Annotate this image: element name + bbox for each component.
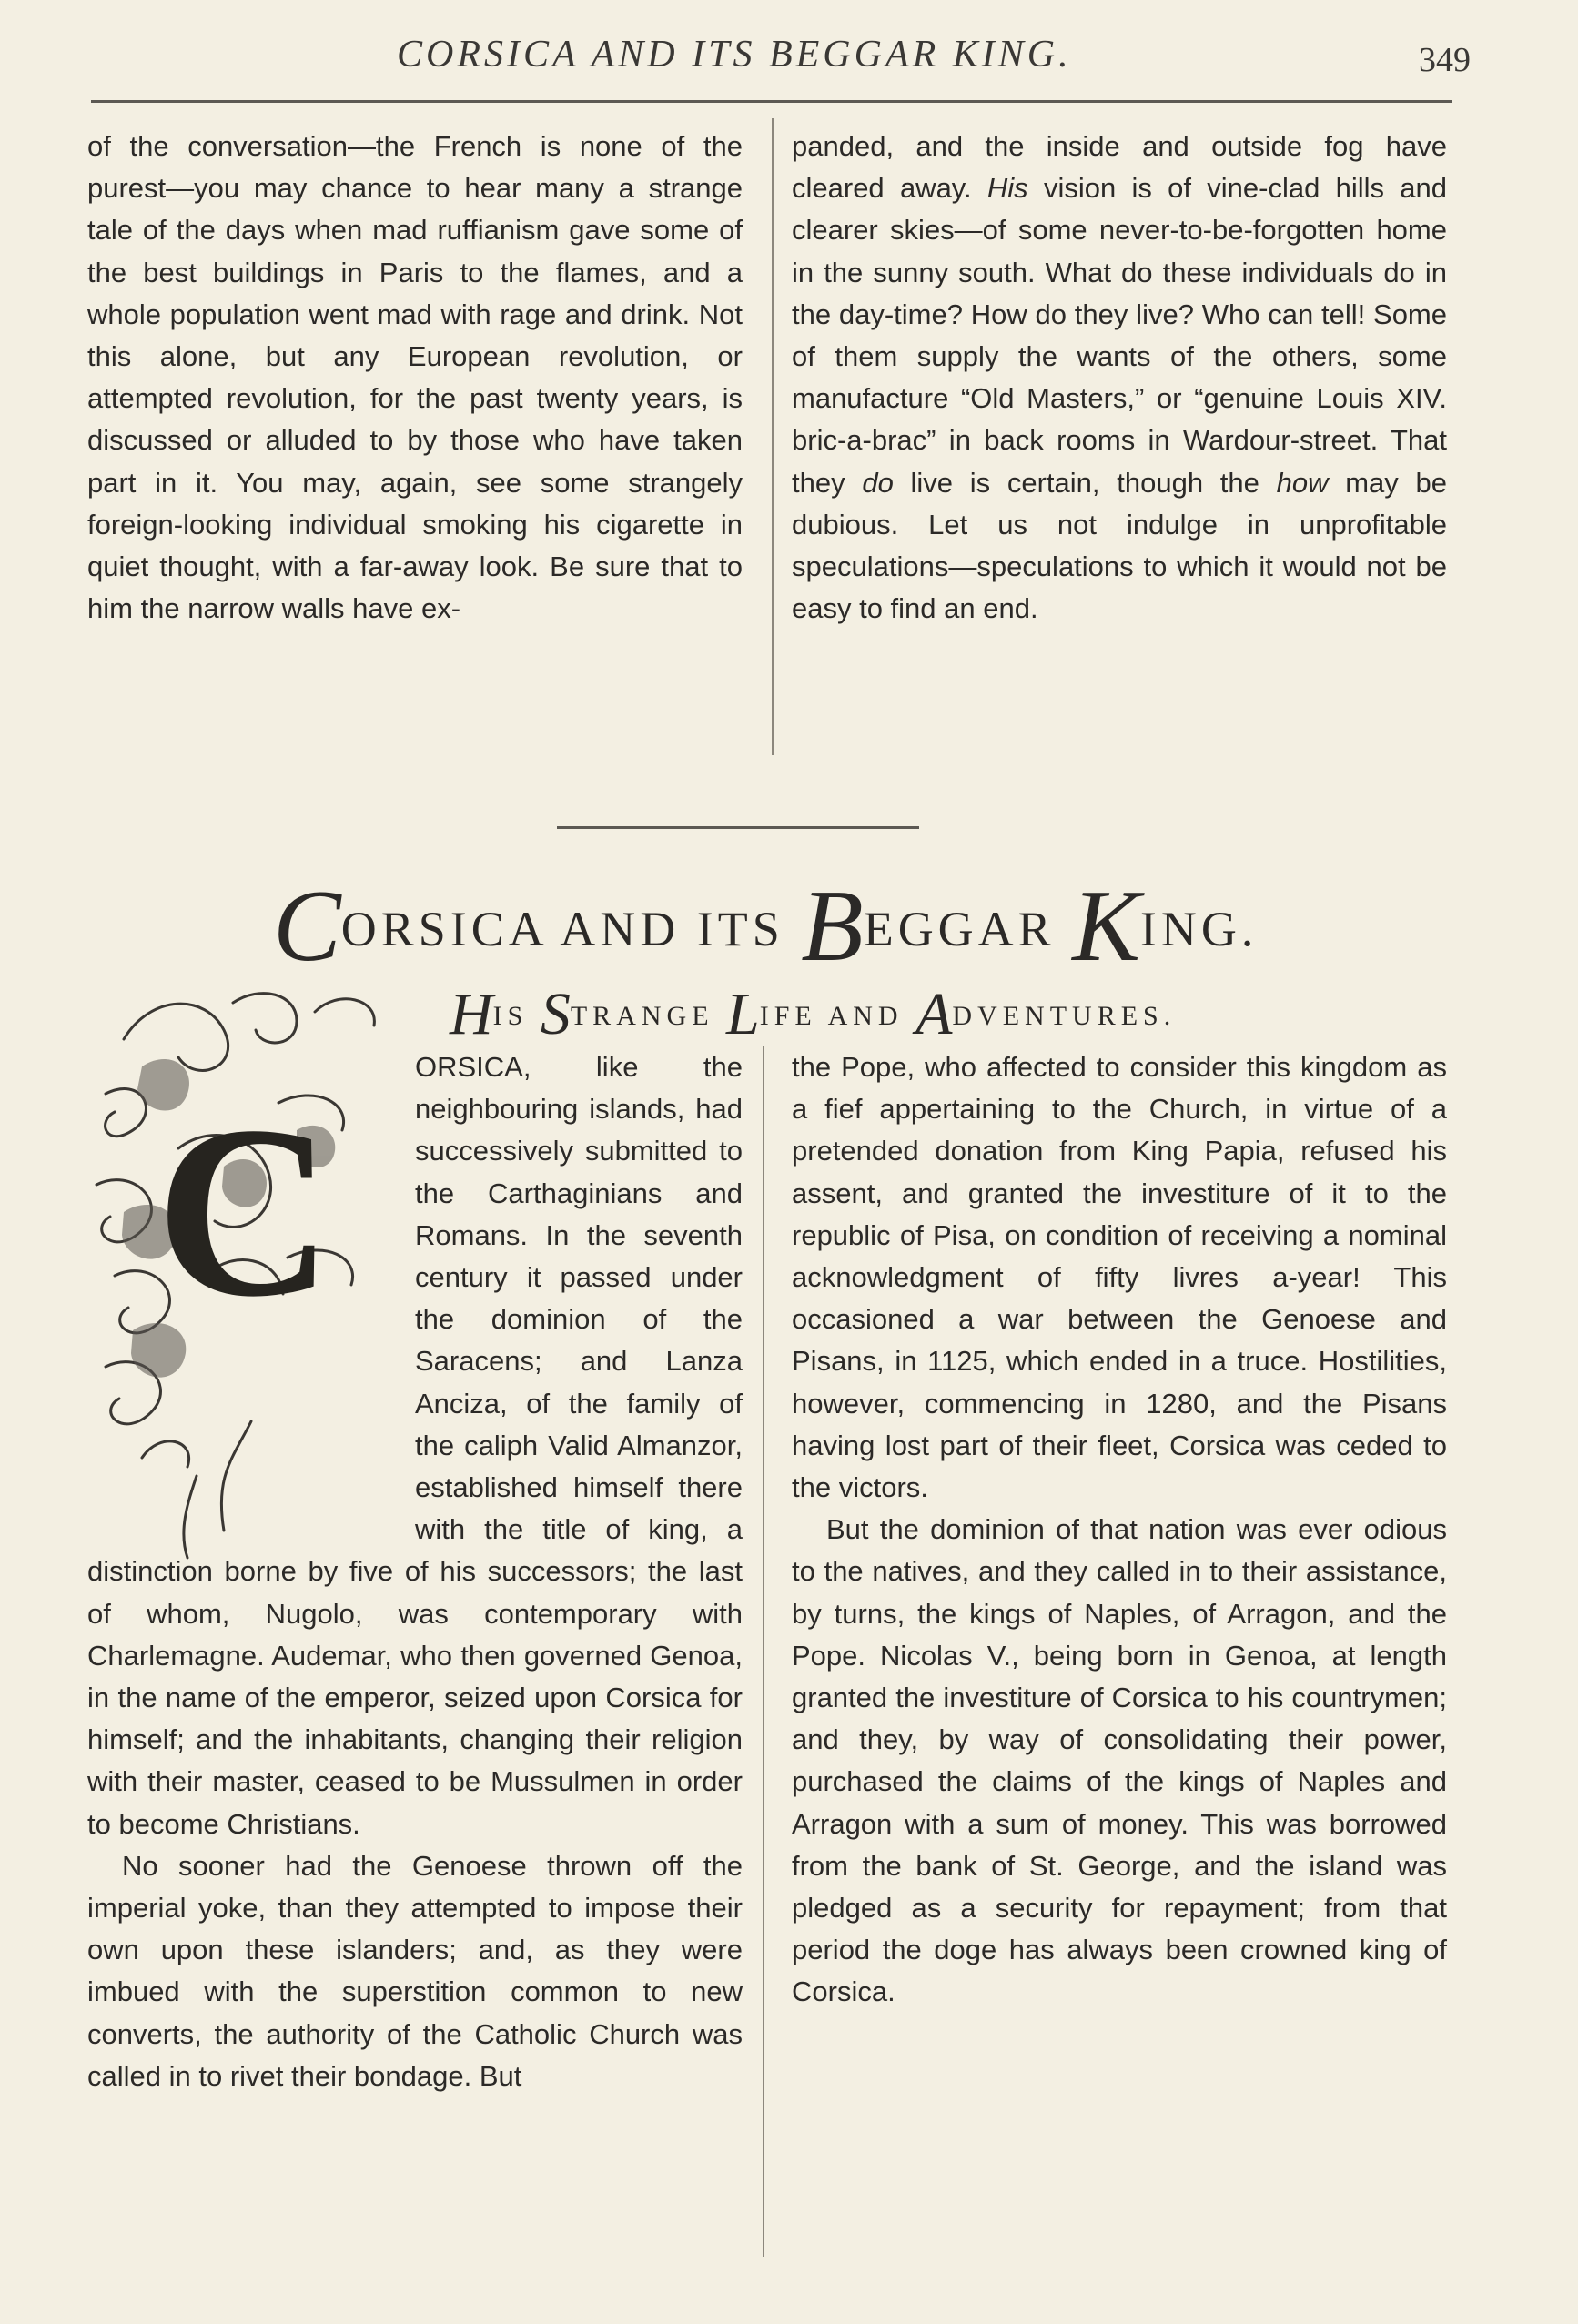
section-rule [557,826,919,829]
drop-cap-spacer [87,1046,415,1545]
subtitle-cap-l: L [726,981,760,1047]
continuation-right-middle: vision is of vine-clad hills and clearer skies—of some never-to-be-forgotten home in the sunny south. What do these individuals do in the day-time? How do they live? Who can tell! Some of them supply the wants of the others, some manufacture “Old Masters,” or “genuine Louis XIV. bric-a-brac” in back rooms in Wardour-street. That they [792,172,1447,499]
article-left-para-1: ORSICA, like the neighbouring islands, had successively submitted to the Carthaginians and Romans. In the seventh century it passed under the dominion of the Saracens; and Lanza Anciza, of the family of the caliph Valid Almanzor, established himself there with the title of king, a distinction borne by five of his successors; the last of whom, Nugolo, was contemporary with Charlemagne. Audemar, who then governed Genoa, in the name of the emperor, seized upon Corsica for himself; and the inhabitants, changing their religion with their master, ceased to be Mussulmen in order to become Christians. [87,1051,743,1840]
continuation-right-between: live is certain, though the [910,466,1259,499]
title-part-2: EGGAR [863,902,1073,956]
article-right-column [792,1046,1447,2014]
subtitle-cap-s: S [540,981,571,1047]
subtitle-part-3: IFE AND [759,1001,916,1031]
subtitle-part-4: DVENTURES. [952,1001,1177,1031]
title-cap-k: K [1072,870,1140,983]
article-subtitle [450,981,1360,1048]
page-number: 349 [1419,41,1471,79]
subtitle-part-1: IS [492,1001,541,1031]
article-left-para-2: No sooner had the Genoese thrown off the imperial yoke, than they attempted to impose their own upon these islanders; and, as they were imbued with the superstition common to new converts, the authority of the Catholic Church was called in to rivet their bondage. But [87,1849,743,2092]
article-right-para-2: But the dominion of that nation was ever odious to the natives, and they called in to their assistance, by turns, the kings of Naples, of Arragon, and the Pope. Nicolas V., being born in Genoa, at length granted the investiture of Corsica to his countrymen; and they, by way of consolidating their power, purchased the claims of the kings of Naples and Arragon with a sum of money. This was borrowed from the bank of St. George, and the island was pledged as a security for repayment; from that period the doge has always been crowned king of Corsica. [792,1513,1447,2008]
article-title [273,870,1292,983]
subtitle-cap-a: A [915,981,953,1047]
title-part-3: ING. [1139,902,1259,956]
continuation-right-text [792,126,1447,630]
continuation-right-before: panded, and the inside and outside fog have cleared away. [792,130,1447,205]
column-divider-top [772,118,774,755]
continuation-right-end: may be dubious. Let us not indulge in unprofitable speculations—speculations to which it would not be easy to find an end. [792,466,1447,625]
article-left-column [87,1046,743,2097]
continuation-right-column [792,126,1447,630]
column-divider-bottom [763,1046,764,2257]
running-title: CORSICA AND ITS BEGGAR KING. [397,34,1072,76]
subtitle-part-2: TRANGE [570,1001,727,1031]
title-cap-b: B [801,870,864,983]
italic-how: how [1276,466,1329,499]
italic-do: do [862,466,894,499]
italic-his: His [986,172,1028,205]
running-header [87,27,1489,84]
continuation-left-column [87,126,743,630]
header-rule [91,100,1452,103]
article-right-para-1: the Pope, who affected to consider this kingdom as a fief appertaining to the Church, in virtue of a pretended donation from King Papia, refused his assent, and granted the investiture of it to the republic of Pisa, on condition of receiving a nominal acknowledgment of fifty livres a-year! This occasioned a war between the Genoese and Pisans, in 1125, which ended in a truce. Hostilities, however, commencing in 1280, and the Pisans having lost part of their fleet, Corsica was ceded to the victors. [792,1051,1447,1504]
title-part-1: ORSICA AND ITS [340,902,802,956]
title-cap-c: C [273,870,341,983]
continuation-left-text: of the conversation—the French is none of the purest—you may chance to hear many a strange tale of the days when mad ruffianism gave some of the best buildings in Paris to the flames, and a whole population went mad with rage and drink. Not this alone, but any European revolution, or attempted revolution, for the past twenty years, is discussed or alluded to by those who have taken part in it. You may, again, see some strangely foreign-looking individual smoking his cigarette in quiet thought, with a far-away look. Be sure that to him the narrow walls have ex- [87,130,743,625]
drop-cap-letter: C [156,1076,333,1348]
subtitle-cap-h: H [450,981,493,1047]
